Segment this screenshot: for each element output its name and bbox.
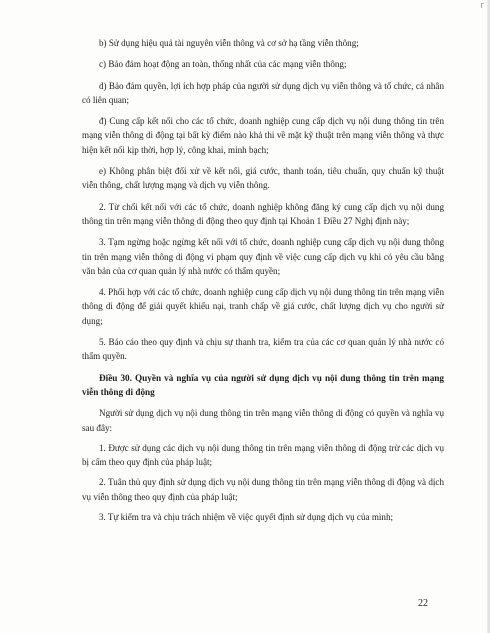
paragraph-4: 4. Phối hợp với các tổ chức, doanh nghiệp cung cấp dịch vụ nội dung thông tin trên mạng viễn thông di động để giải quyết khiếu nại, tranh chấp về giá cước, chất lượng dịch vụ cho người sử dụng;: [82, 287, 444, 326]
paragraph-2: 2. Từ chối kết nối với các tổ chức, doanh nghiệp không đăng ký cung cấp dịch vụ nội dung thông tin trên mạng viễn thông di động theo quy định tại Khoản 1 Điều 27 Nghị định này;: [82, 201, 444, 226]
paragraph-d: d) Bảo đảm quyền, lợi ích hợp pháp của người sử dụng dịch vụ viễn thông và tổ chức, cá nhân có liên quan;: [82, 80, 444, 105]
corner-mark: r: [480, 1, 484, 11]
paragraph-b: b) Sử dụng hiệu quả tài nguyên viễn thông và cơ sở hạ tầng viễn thông;: [99, 38, 359, 48]
paragraph-c: c) Bảo đảm hoạt động an toàn, thống nhất của các mạng viễn thông;: [99, 59, 347, 70]
document-page: [82, 36, 444, 530]
article-30-intro: Người sử dụng dịch vụ nội dung thông tin trên mạng viễn thông di động có quyền và nghĩa vụ sau đây:: [82, 408, 444, 433]
article-30-item-1: 1. Được sử dụng các dịch vụ nội dung thông tin trên mạng viễn thông di động trừ các dịch vụ bị cấm theo quy định của pháp luật;: [82, 442, 444, 468]
paragraph-3: 3. Tạm ngừng hoặc ngừng kết nối với tổ chức, doanh nghiệp cung cấp dịch vụ nội dung thông tin trên mạng viễn thông di động vi phạm quy định về việc cung cấp dịch vụ khi có yêu cầu bằng văn bản của cơ quan quản lý nhà nước có thẩm quyền;: [82, 237, 444, 276]
article-30-item-3: 3. Tự kiểm tra và chịu trách nhiệm về việc quyết định sử dụng dịch vụ của mình;: [99, 512, 394, 523]
page-number: 22: [418, 598, 428, 609]
paragraph-e: e) Không phân biệt đối xử về kết nối, giá cước, thanh toán, tiêu chuẩn, quy chuẩn kỹ thuật viễn thông, chất lượng mạng và dịch vụ viễn thông.: [82, 166, 444, 191]
article-30-heading: Điều 30. Quyền và nghĩa vụ của người sử dụng dịch vụ nội dung thông tin trên mạng viễn thông di động: [82, 372, 444, 397]
article-30-item-2: 2. Tuân thủ quy định sử dụng dịch vụ nội dung thông tin trên mạng viễn thông di động và dịch vụ viễn thông theo quy định của pháp luật;: [82, 477, 444, 502]
paragraph-dd: đ) Cung cấp kết nối cho các tổ chức, doanh nghiệp cung cấp dịch vụ nội dung thông tin trên mạng viễn thông di động tại bất kỳ điểm nào khả thi về mặt kỹ thuật trên mạng viễn thông và thực hiện kết nối kịp thời, hợp lý, công khai, minh bạch;: [82, 116, 444, 155]
paragraph-5: 5. Báo cáo theo quy định và chịu sự thanh tra, kiểm tra của các cơ quan quản lý nhà nước có thẩm quyền.: [82, 337, 444, 362]
